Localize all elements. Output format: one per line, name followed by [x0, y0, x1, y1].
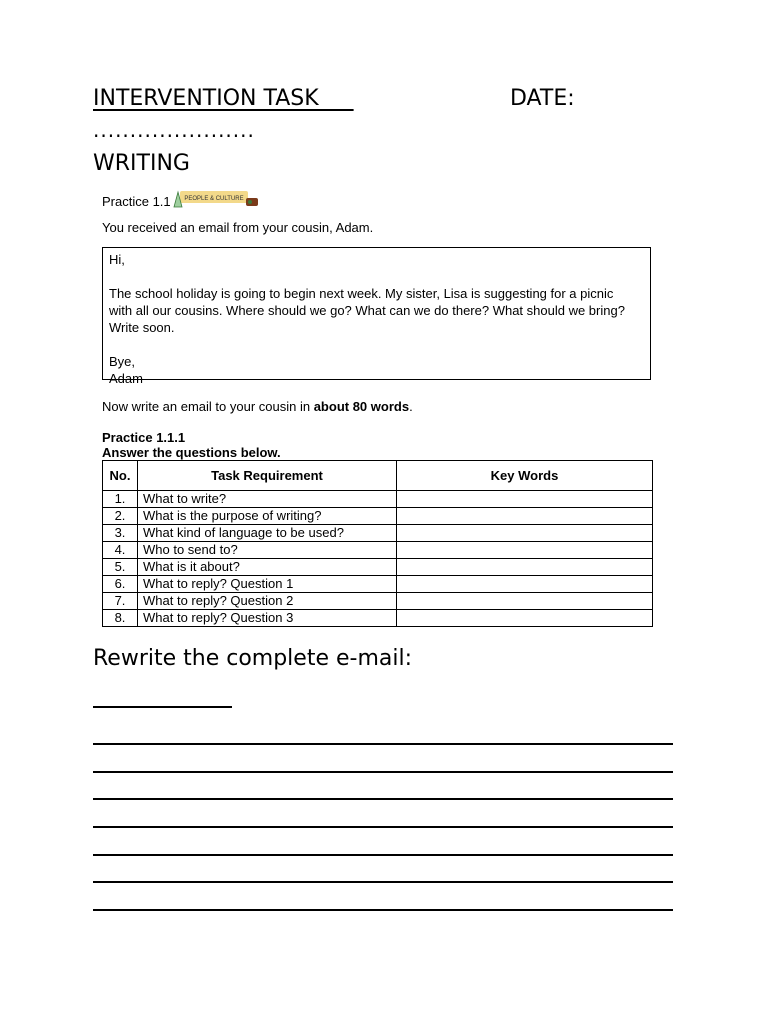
- header-no: No.: [103, 461, 138, 491]
- email-body-line-1: The school holiday is going to begin next week. My sister, Lisa is suggesting for a picnic: [109, 286, 614, 301]
- task-requirement: What to write?: [138, 491, 397, 508]
- people-culture-icon: [172, 189, 260, 209]
- task-requirement: What to reply? Question 1: [138, 576, 397, 593]
- row-number: 3.: [103, 525, 138, 542]
- key-words-cell[interactable]: [397, 559, 653, 576]
- email-closing: Bye,: [109, 354, 136, 369]
- row-number: 2.: [103, 508, 138, 525]
- email-greeting: Hi,: [109, 252, 125, 267]
- key-words-cell[interactable]: [397, 525, 653, 542]
- badge-text: PEOPLE & CULTURE: [184, 196, 244, 202]
- table-row: [103, 525, 653, 542]
- header-task-requirement: Task Requirement: [138, 461, 397, 491]
- email-body-line-3: Write soon.: [109, 320, 175, 335]
- practice-label: Practice 1.1: [102, 194, 171, 209]
- row-number: 8.: [103, 610, 138, 627]
- email-body-line-2: with all our cousins. Where should we go? What can we do there? What should we bring?: [109, 303, 625, 318]
- row-number: 6.: [103, 576, 138, 593]
- writing-instruction: [102, 399, 413, 414]
- table-row: [103, 576, 653, 593]
- key-words-cell[interactable]: [397, 576, 653, 593]
- row-number: 7.: [103, 593, 138, 610]
- date-blank[interactable]: ......................: [93, 118, 255, 142]
- email-box: [102, 247, 651, 386]
- task-requirement: What is it about?: [138, 559, 397, 576]
- section-heading: WRITING: [93, 151, 190, 176]
- key-words-cell[interactable]: [397, 593, 653, 610]
- key-words-cell[interactable]: [397, 610, 653, 627]
- table-row: [103, 542, 653, 559]
- practice-intro: You received an email from your cousin, Adam.: [102, 220, 374, 235]
- table-row: [103, 559, 653, 576]
- practice-2-heading: [102, 430, 281, 460]
- worksheet-title: INTERVENTION TASK: [93, 86, 354, 111]
- key-words-cell[interactable]: [397, 542, 653, 559]
- answer-line[interactable]: [93, 854, 673, 856]
- row-number: 1.: [103, 491, 138, 508]
- table-header-row: [103, 461, 653, 491]
- answer-line[interactable]: [93, 798, 673, 800]
- answer-line[interactable]: [93, 909, 673, 911]
- task-requirement: What to reply? Question 2: [138, 593, 397, 610]
- answer-line[interactable]: [93, 881, 673, 883]
- table-row: [103, 610, 653, 627]
- word-count: about 80 words: [313, 399, 410, 414]
- answer-line[interactable]: [93, 771, 673, 773]
- answer-line-short[interactable]: [93, 706, 232, 708]
- practice-2-label: Practice 1.1.1: [102, 430, 186, 445]
- people-culture-badge: [172, 189, 260, 209]
- row-number: 4.: [103, 542, 138, 559]
- task-requirement: Who to send to?: [138, 542, 397, 559]
- key-words-cell[interactable]: [397, 491, 653, 508]
- table-row: [103, 491, 653, 508]
- task-requirement: What kind of language to be used?: [138, 525, 397, 542]
- practice-2-subtitle: Answer the questions below.: [102, 445, 281, 460]
- instruction-end: .: [409, 399, 413, 414]
- email-signature: Adam: [109, 371, 143, 386]
- answer-line[interactable]: [93, 743, 673, 745]
- task-requirement: What to reply? Question 3: [138, 610, 397, 627]
- date-label: DATE:: [510, 86, 575, 111]
- table-row: [103, 593, 653, 610]
- task-table: [102, 460, 653, 627]
- table-row: [103, 508, 653, 525]
- instruction-text: Now write an email to your cousin in: [102, 399, 314, 414]
- key-words-cell[interactable]: [397, 508, 653, 525]
- row-number: 5.: [103, 559, 138, 576]
- task-requirement: What is the purpose of writing?: [138, 508, 397, 525]
- answer-line[interactable]: [93, 826, 673, 828]
- header-key-words: Key Words: [397, 461, 653, 491]
- rewrite-prompt: Rewrite the complete e-mail:: [93, 646, 413, 671]
